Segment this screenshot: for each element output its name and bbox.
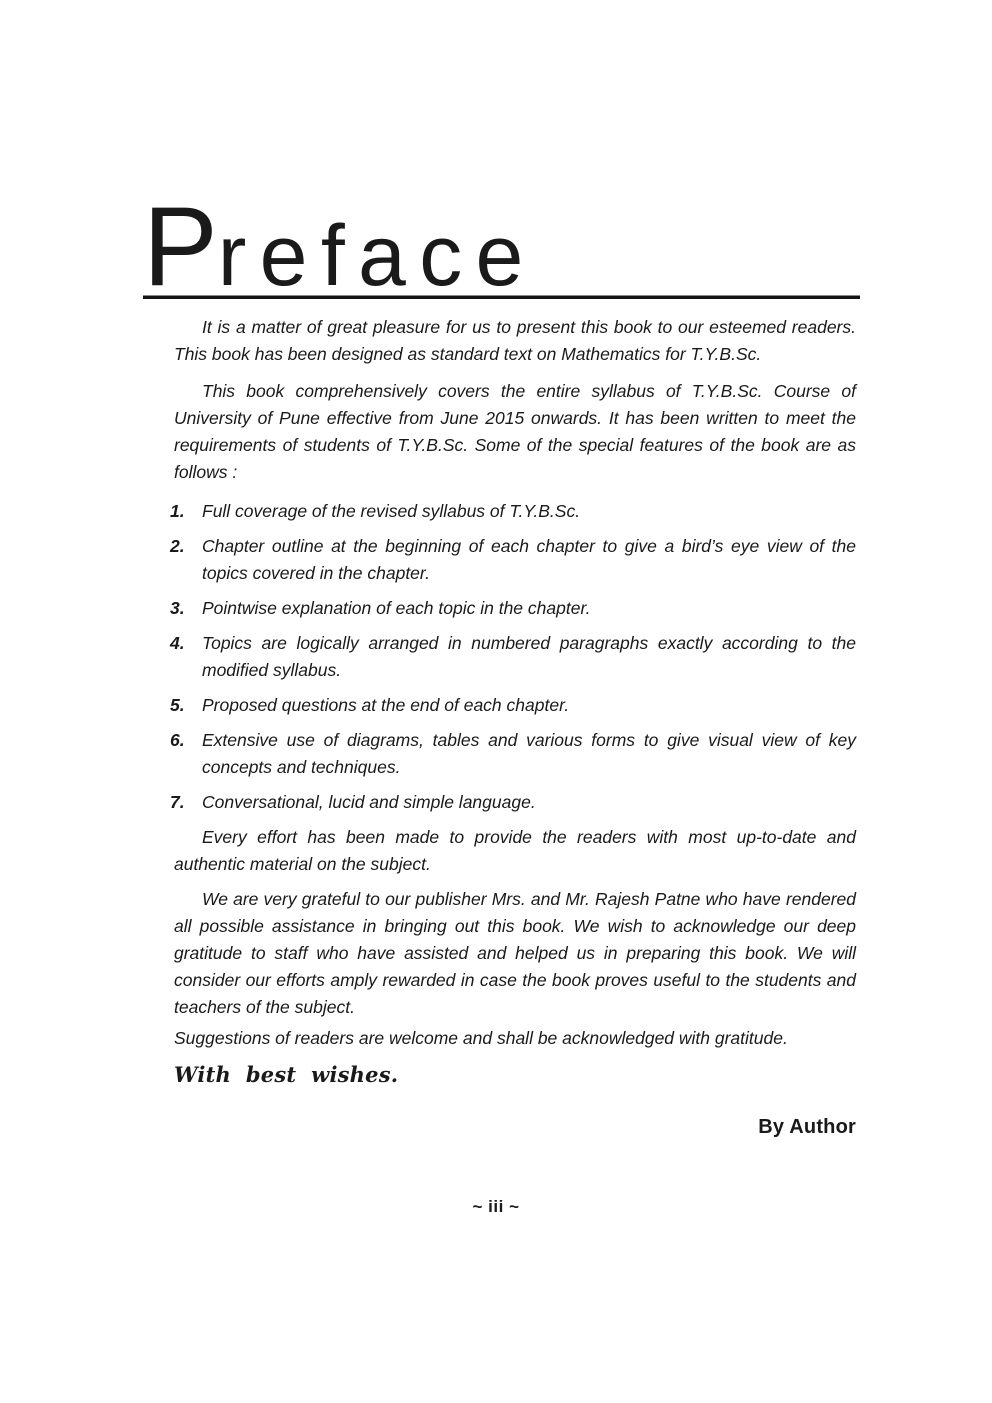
feature-text: Chapter outline at the beginning of each chapter to give a bird’s eye view of the topics covered in the chapter. [202,536,856,583]
feature-text: Extensive use of diagrams, tables and various forms to give visual view of key concepts and techniques. [202,730,856,777]
feature-number: 5. [170,695,185,715]
author-byline: By Author [758,1116,856,1138]
feature-item [170,533,856,587]
title-text: reface [217,208,537,304]
feature-text: Topics are logically arranged in numbered paragraphs exactly according to the modified syllabus. [202,633,856,680]
feature-number: 3. [170,598,185,618]
feature-number: 6. [170,730,185,750]
feature-number: 4. [170,633,185,653]
page-content [143,184,860,1141]
feature-text: Full coverage of the revised syllabus of T.Y.B.Sc. [202,501,581,521]
page-title [143,184,860,309]
closing-paragraph-2: We are very grateful to our publisher Mrs. and Mr. Rajesh Patne who have rendered all possible assistance in bringing out this book. We wish to acknowledge our deep gratitude to staff who have assisted and helped us in preparing this book. We will consider our efforts amply rewarded in case the book proves useful to the students and teachers of the subject. [174,889,856,1017]
feature-number: 7. [170,792,185,812]
feature-number: 2. [170,536,185,556]
intro-paragraph-2: This book comprehensively covers the entire syllabus of T.Y.B.Sc. Course of University of Pune effective from June 2015 onwards. It has been written to meet the requirements of students of T.Y.B.Sc. Some of the special features of the book are as follows : [174,381,856,482]
intro-paragraph-1: It is a matter of great pleasure for us to present this book to our esteemed readers. This book has been designed as standard text on Mathematics for T.Y.B.Sc. [174,317,856,364]
feature-text: Conversational, lucid and simple language. [202,792,536,812]
feature-item [170,630,856,684]
suggestions-line: Suggestions of readers are welcome and shall be acknowledged with gratitude. [174,1028,788,1048]
title-drop-cap: P [143,184,218,309]
feature-text: Pointwise explanation of each topic in the chapter. [202,598,591,618]
feature-item [170,498,856,525]
feature-item [170,692,856,719]
feature-list [170,498,856,816]
feature-number: 1. [170,501,185,521]
best-wishes-line: With best wishes. [174,1062,399,1087]
feature-item [170,727,856,781]
feature-item [170,595,856,622]
preface-body [170,314,856,1141]
feature-text: Proposed questions at the end of each chapter. [202,695,570,715]
feature-item [170,789,856,816]
page-number: ~ iii ~ [472,1197,520,1216]
closing-paragraph-1: Every effort has been made to provide the readers with most up-to-date and authentic material on the subject. [174,827,856,874]
